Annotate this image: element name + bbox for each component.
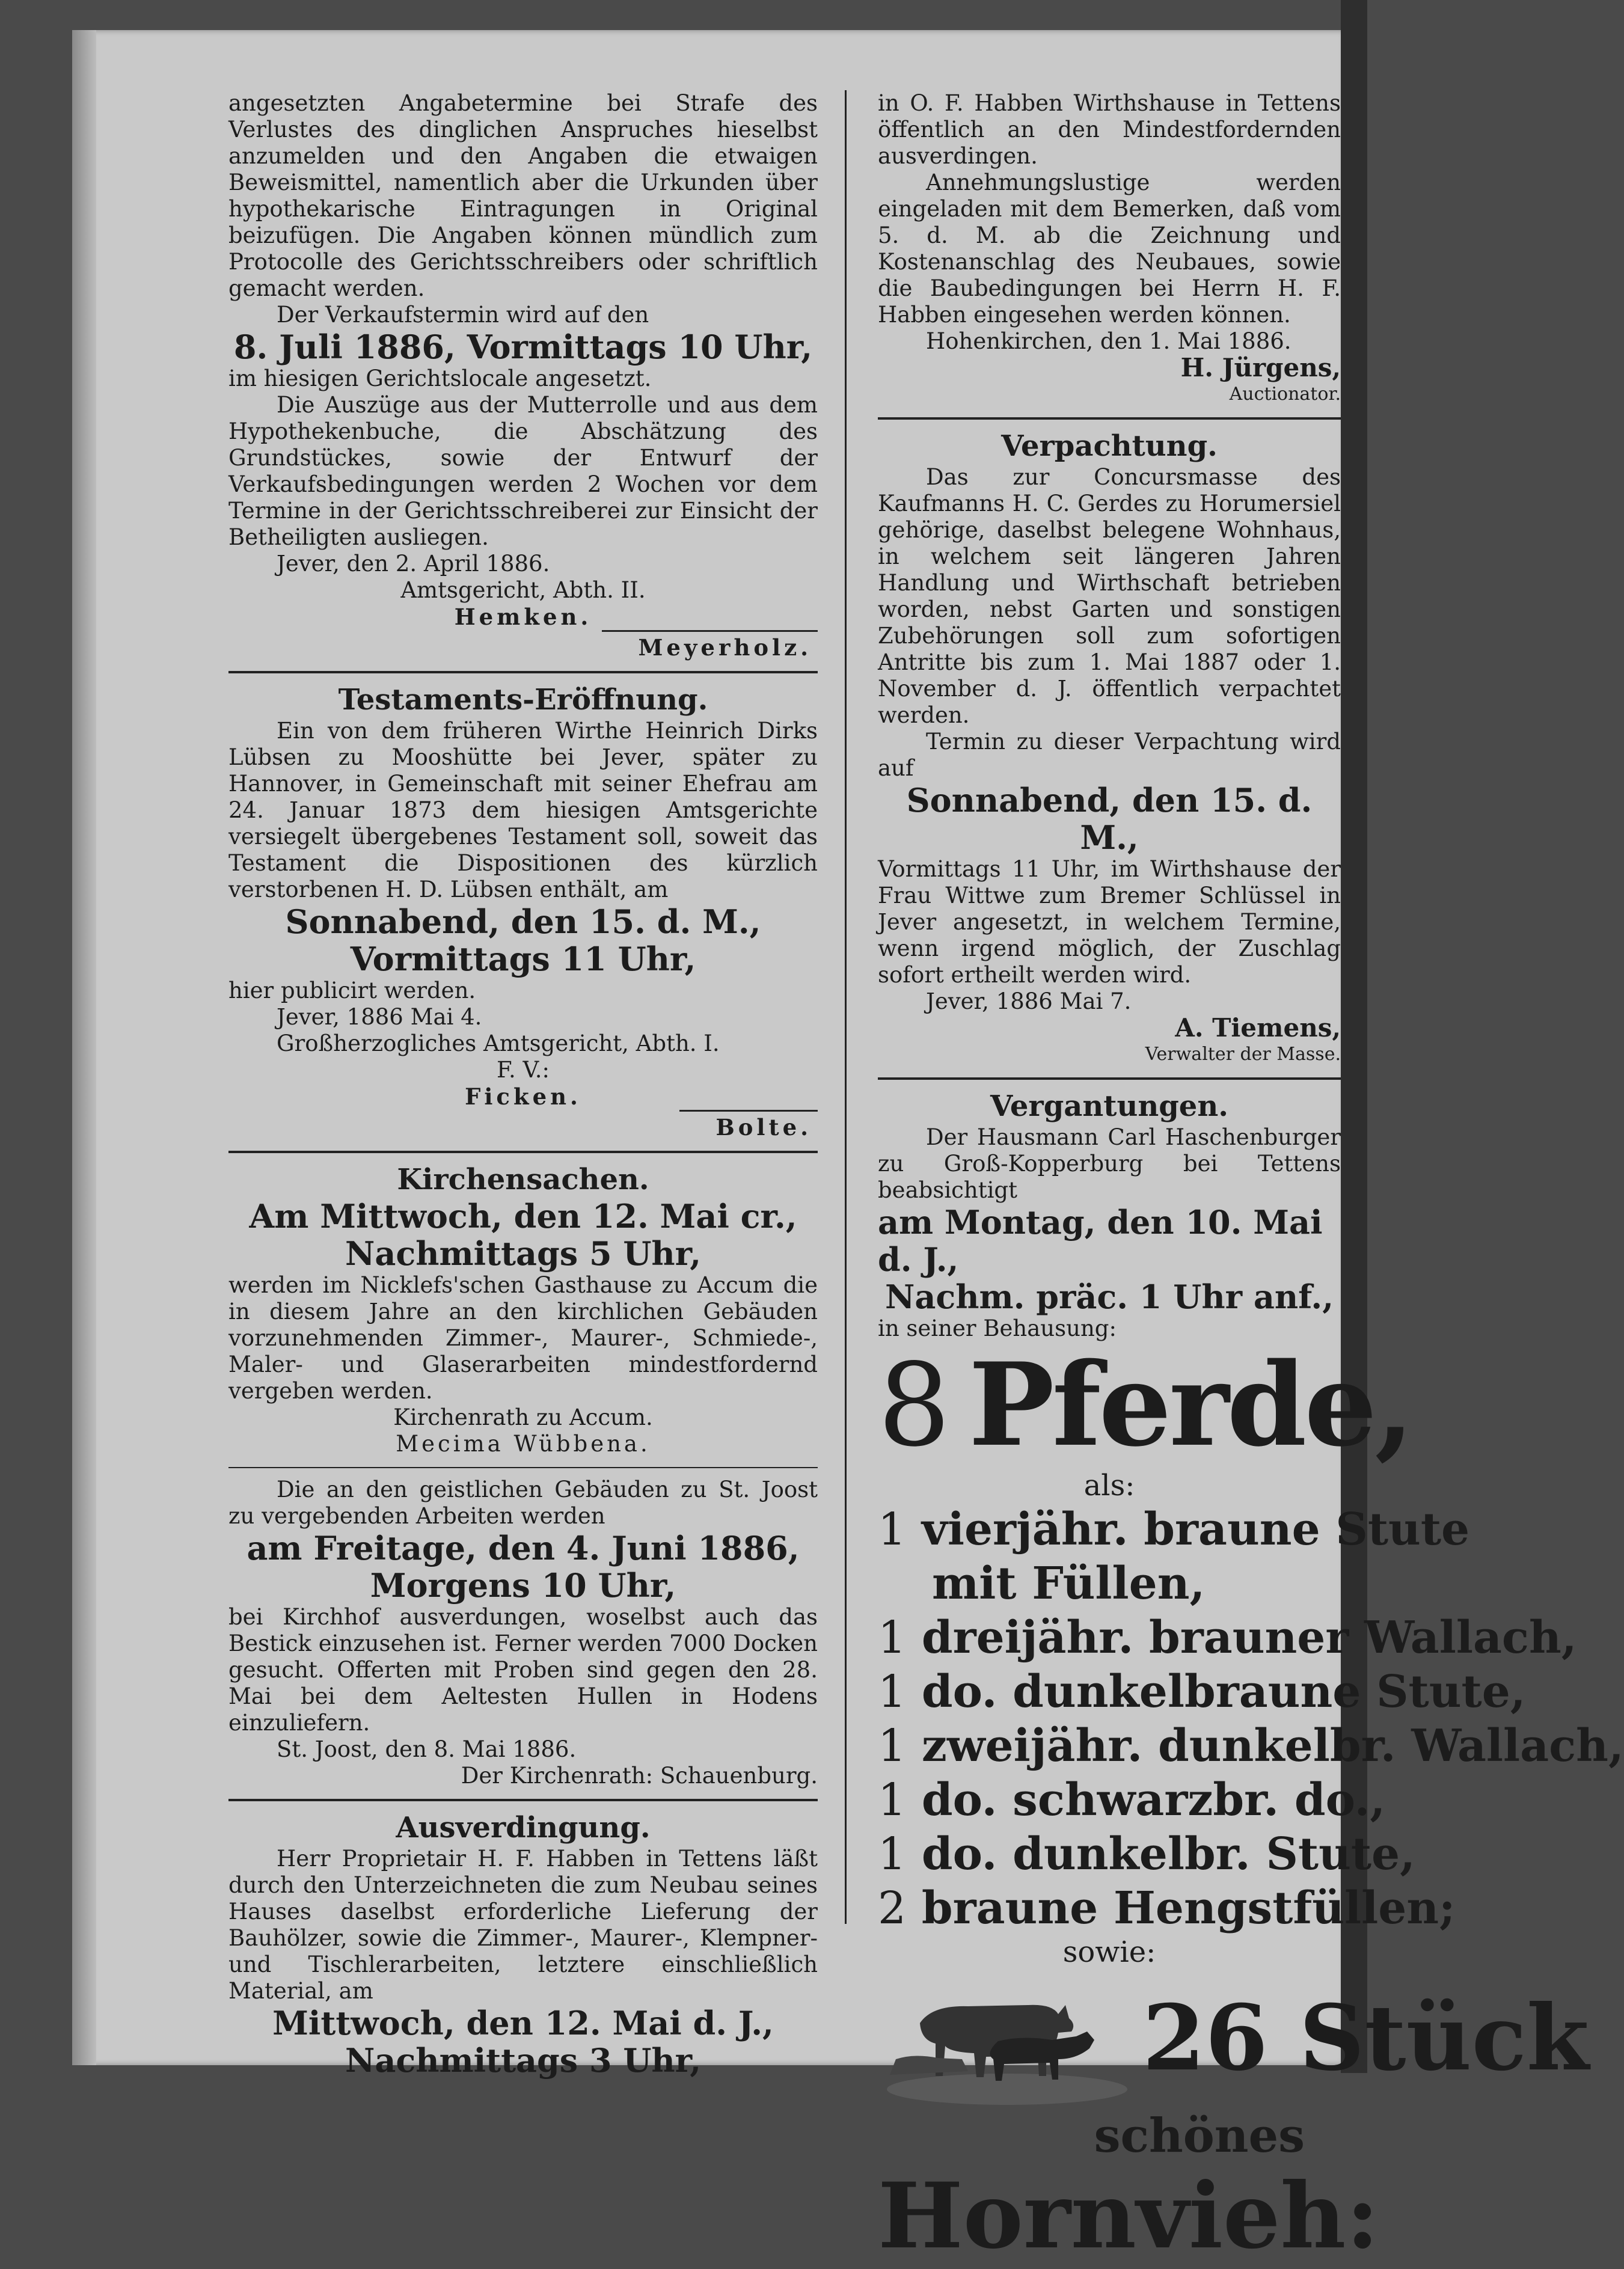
testament-date: Sonnabend, den 15. d. M., — [285, 902, 761, 941]
divider-rule — [228, 1151, 818, 1153]
testament-heading: Testaments-Eröffnung. — [338, 683, 708, 717]
page-gutter — [72, 30, 96, 2065]
habben-body: Annehmungslustige werden eingeladen mit dem Bemerken, daß vom 5. d. M. ab die Zeichnung und Kostenanschlag des Neubaues, sowie die Baubedingungen bei Herrn H. F. Habben eingesehen werden können. — [878, 170, 1341, 328]
notice-intro-text: angesetzten Angabetermine bei Strafe des Verlustes des dinglichen Anspruches hieselbst anzumelden und den Angaben die etwaigen Beweismittel, namentlich aber die Urkunden über hypothekarische Eintragungen in Original beizufügen. Die Angaben können mündlich zum Protocolle des Gerichtsschreibers oder schriftlich gemacht werden. — [228, 90, 818, 301]
hornvieh-headline: Hornvieh: — [878, 2163, 1379, 2269]
st-joost-signer: Der Kirchenrath: Schauenburg. — [461, 1763, 818, 1789]
kirchensachen-heading: Kirchensachen. — [397, 1163, 649, 1196]
cattle-count: 26 Stück — [1142, 1985, 1589, 2091]
verpachtung-role: Verwalter der Masse. — [1145, 1044, 1341, 1065]
pferde-word: Pferde, — [968, 1338, 1412, 1472]
st-joost-intro: Die an den geistlichen Gebäuden zu St. Joost zu vergebenden Arbeiten werden — [228, 1477, 818, 1529]
sale-term-intro: Der Verkaufstermin wird auf den — [277, 302, 649, 328]
divider-rule — [228, 1799, 818, 1801]
st-joost-body: bei Kirchhof ausverdungen, woselbst auch das Bestick einzusehen ist. Ferner werden 7000 Docken gesucht. Offerten mit Proben sind gegen den 28. Mai bei dem Aeltesten Hullen in Hodens einzuliefern. — [228, 1604, 818, 1736]
verpachtung-body: Das zur Concursmasse des Kaufmanns H. C. Gerdes zu Horumersiel gehörige, daselbst belegene Wohnhaus, in welchem seit längeren Jahren Handlung und Wirthschaft betrieben worden, nebst Garten und sonstigen Zubehörungen soll zum sofortigen Antritte bis zum 1. Mai 1887 oder 1. November d. J. öffentlich verpachtet werden. — [878, 464, 1341, 728]
signer-1: Hemken. — [454, 604, 592, 630]
kirchensachen-time: Nachmittags 5 Uhr, — [345, 1234, 702, 1273]
clerk-name-1: Meyerholz. — [602, 630, 818, 661]
habben-signer: H. Jürgens, — [1180, 353, 1341, 382]
st-joost-place-date: St. Joost, den 8. Mai 1886. — [277, 1736, 577, 1762]
ausverdingung-date: Mittwoch, den 12. Mai d. J., — [272, 2004, 774, 2042]
verpachtung-place-date: Jever, 1886 Mai 7. — [926, 988, 1132, 1014]
habben-place-date: Hohenkirchen, den 1. Mai 1886. — [926, 328, 1292, 354]
divider-rule — [228, 671, 818, 673]
testament-court: Großherzogliches Amtsgericht, Abth. I. — [277, 1030, 720, 1056]
kirchensachen-body: werden im Nicklefs'schen Gasthause zu Accum die in diesem Jahre an den kirchlichen Gebäuden vorzunehmenden Zimmer-, Maurer-, Schmiede-, Maler- und Glaserarbeiten mindestfordernd vergeben werden. — [228, 1272, 818, 1404]
testament-place-date: Jever, 1886 Mai 4. — [277, 1004, 482, 1030]
als-label: als: — [1083, 1469, 1135, 1502]
place-date-1: Jever, den 2. April 1886. — [277, 551, 550, 577]
sale-term-place: im hiesigen Gerichtslocale angesetzt. — [228, 366, 652, 391]
kirchensachen-signer: Mecima Wübbena. — [396, 1431, 651, 1457]
habben-role: Auctionator. — [1229, 384, 1341, 405]
sowie-label: sowie: — [1062, 1935, 1156, 1969]
right-column — [878, 90, 1624, 2269]
st-joost-time: Morgens 10 Uhr, — [370, 1566, 676, 1605]
ausverdingung-body: Herr Proprietair H. F. Habben in Tettens läßt durch den Unterzeichneten die zum Neubau seines Hauses daselbst erforderliche Lieferung der Bauhölzer, sowie die Zimmer-, Maurer-, Klempner- und Tischlerarbeiten, letztere einschließlich Material, am — [228, 1846, 818, 2004]
verpachtung-body2: Vormittags 11 Uhr, im Wirthshause der Frau Wittwe zum Bremer Schlüssel in Jever angesetzt, in welchem Termine, wenn irgend möglich, der Zuschlag sofort ertheilt werden wird. — [878, 856, 1341, 988]
cattle-row — [878, 1969, 1589, 2107]
horse-list-item: 1 zweijähr. dunkelbr. Wallach, — [878, 1720, 1624, 1772]
horse-list-item: 1 do. dunkelbr. Stute, — [878, 1828, 1415, 1880]
court-name-1: Amtsgericht, Abth. II. — [400, 577, 646, 603]
st-joost-date: am Freitage, den 4. Juni 1886, — [247, 1529, 800, 1567]
extracts-text: Die Auszüge aus der Mutterrolle und aus dem Hypothekenbuche, die Abschätzung des Grundstückes, sowie der Entwurf der Verkaufsbedingungen werden 2 Wochen vor dem Termine in der Gerichtsschreiberei zur Einsicht der Betheiligten ausliegen. — [228, 392, 818, 550]
vergantungen-date: am Montag, den 10. Mai d. J., — [878, 1203, 1323, 1279]
vergantungen-place: in seiner Behausung: — [878, 1315, 1117, 1341]
vergantungen-time: Nachm. präc. 1 Uhr anf., — [884, 1278, 1334, 1316]
kirchensachen-date: Am Mittwoch, den 12. Mai cr., — [249, 1197, 797, 1236]
pferde-headline — [878, 1338, 1412, 1472]
testament-time: Vormittags 11 Uhr, — [350, 940, 696, 978]
horse-list-item: 1 do. schwarzbr. do., — [878, 1774, 1386, 1826]
testament-clerk: Bolte. — [679, 1110, 818, 1141]
horse-list-item: 1 dreijähr. brauner Wallach, — [878, 1612, 1577, 1664]
divider-rule — [878, 1077, 1341, 1080]
horse-list-item: 1 vierjähr. braune Stute — [878, 1504, 1470, 1555]
kirchensachen-sender: Kirchenrath zu Accum. — [393, 1404, 653, 1430]
verpachtung-date: Sonnabend, den 15. d. M., — [906, 781, 1313, 857]
testament-clerk-signature — [228, 1110, 818, 1141]
verpachtung-term-intro: Termin zu dieser Verpachtung wird auf — [878, 729, 1341, 781]
vergantungen-heading: Vergantungen. — [990, 1089, 1228, 1123]
ausverdingung-heading: Ausverdingung. — [396, 1811, 651, 1845]
testament-signer: Ficken. — [465, 1083, 581, 1110]
horse-list-item: 2 braune Hengstfüllen; — [878, 1882, 1456, 1934]
habben-continued: in O. F. Habben Wirthshause in Tettens öffentlich an den Mindestfordernden ausverdingen. — [878, 90, 1341, 169]
horse-list-item: 1 do. dunkelbraune Stute, — [878, 1666, 1526, 1718]
ausverdingung-time: Nachmittags 3 Uhr, — [345, 2041, 702, 2080]
sale-term-date: 8. Juli 1886, Vormittags 10 Uhr, — [233, 328, 813, 366]
schoenes-label: schönes — [1094, 2108, 1305, 2163]
left-column — [228, 90, 818, 2079]
vergantungen-body: Der Hausmann Carl Haschenburger zu Groß-Kopperburg bei Tettens beabsichtigt — [878, 1124, 1341, 1203]
verpachtung-signer: A. Tiemens, — [1175, 1013, 1341, 1043]
cattle-illustration-icon — [878, 1969, 1136, 2107]
clerk-signature-1 — [228, 630, 818, 661]
divider-rule — [228, 1467, 818, 1468]
column-divider — [845, 90, 847, 1924]
testament-fv: F. V.: — [497, 1057, 550, 1083]
pferde-count: 8 — [878, 1339, 951, 1472]
testament-body: Ein von dem früheren Wirthe Heinrich Dirks Lübsen zu Mooshütte bei Jever, später zu Hannover, in Gemeinschaft mit seiner Ehefrau am 24. Januar 1873 dem hiesigen Amtsgerichte versiegelt übergebenes Testament soll, soweit das Testament die Dispositionen des kürzlich verstorbenen H. D. Lübsen enthält, am — [228, 718, 818, 902]
testament-after: hier publicirt werden. — [228, 978, 476, 1003]
divider-rule — [878, 417, 1341, 420]
verpachtung-heading: Verpachtung. — [1001, 429, 1218, 463]
horse-list-item: mit Füllen, — [932, 1558, 1206, 1609]
